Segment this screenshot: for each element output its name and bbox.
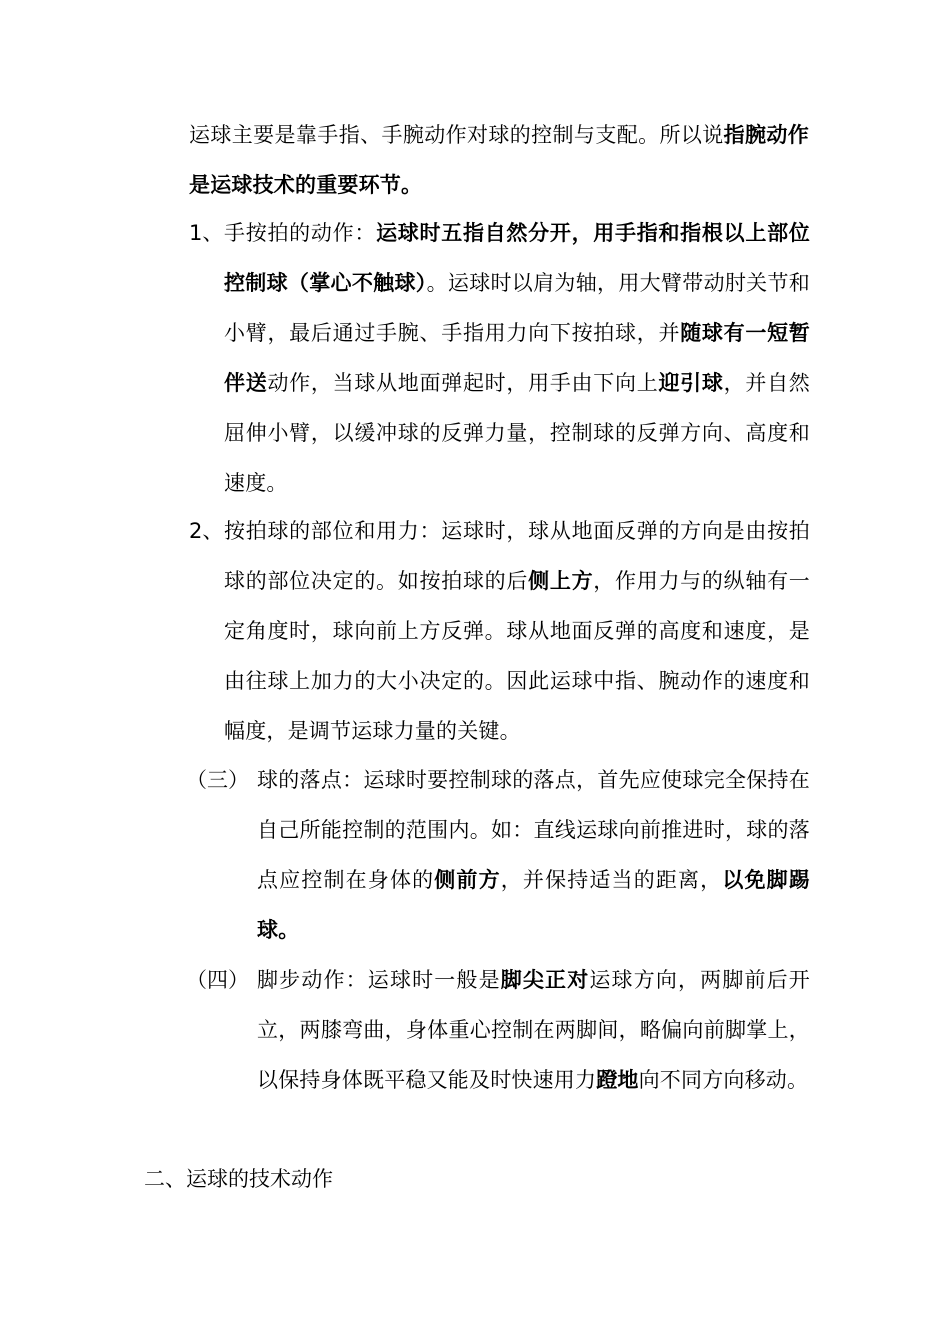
item2-paragraph [224,506,810,756]
item4-paragraph [257,955,810,1105]
section2-heading: 二、运球的技术动作 [144,1167,333,1191]
item1-paragraph [224,208,810,508]
item4-bold-1: 脚尖正对 [500,968,590,992]
item4-text-3: 向不同方向移动。 [638,1068,809,1092]
item2-text-2: ，作用力与的纵轴有一定角度时，球向前上方反弹。球从地面反弹的高度和速度，是由往球上加力的大小决定的。因此运球中指、腕动作的速度和幅度，是调节运球力量的关键。 [224,569,810,743]
item2-text-1: 按拍球的部位和用力：运球时，球从地面反弹的方向是由按拍球的部位决定的。如按拍球的后 [224,519,810,593]
item2-bold-1: 侧上方 [528,569,594,593]
item3-text-1: 球的落点：运球时要控制球的落点，首先应使球完全保持在自己所能控制的范围内。如：直线运球向前推进时，球的落点应控制在身体的 [257,768,810,892]
item1-text-4: ，并自然屈伸小臂，以缓冲球的反弹力量，控制球的反弹方向、高度和速度。 [224,371,810,495]
item1-bold-1: 运球时五指自然分开，用手指和指根以上部位控制球（掌心不触球） [224,221,810,295]
item3-bold-1: 侧前方 [434,868,501,892]
intro-paragraph [189,110,809,210]
intro-text: 运球主要是靠手指、手腕动作对球的控制与支配。所以说 [189,123,724,147]
item3-text-2: ，并保持适当的距离， [500,868,723,892]
item3-paragraph [257,755,810,955]
item4-bold-2: 蹬地 [596,1068,639,1092]
item1-text-3: 动作，当球从地面弹起时，用手由下向上 [267,371,659,395]
item3-bold-2: 以免脚踢球。 [257,868,810,942]
item1-text-1: 手按拍的动作： [224,221,377,245]
item4-text-1: 脚步动作：运球时一般是 [257,968,501,992]
intro-bold: 指腕动作是运球技术的重要环节。 [189,123,809,197]
item1-text-2: 。运球时以肩为轴，用大臂带动肘关节和小臂，最后通过手腕、手指用力向下按拍球，并 [224,271,810,345]
item1-bold-3: 迎引球 [658,371,724,395]
item3-number: （三） [186,768,249,792]
item4-text-2: 运球方向，两脚前后开立，两膝弯曲，身体重心控制在两脚间，略偏向前脚掌上，以保持身体既平稳又能及时快速用力 [257,968,810,1092]
item1-number: 1、 [189,221,224,245]
item1-bold-2: 随球有一短暂伴送 [224,321,811,395]
item2-number: 2、 [189,519,224,543]
item4-number: （四） [186,968,249,992]
